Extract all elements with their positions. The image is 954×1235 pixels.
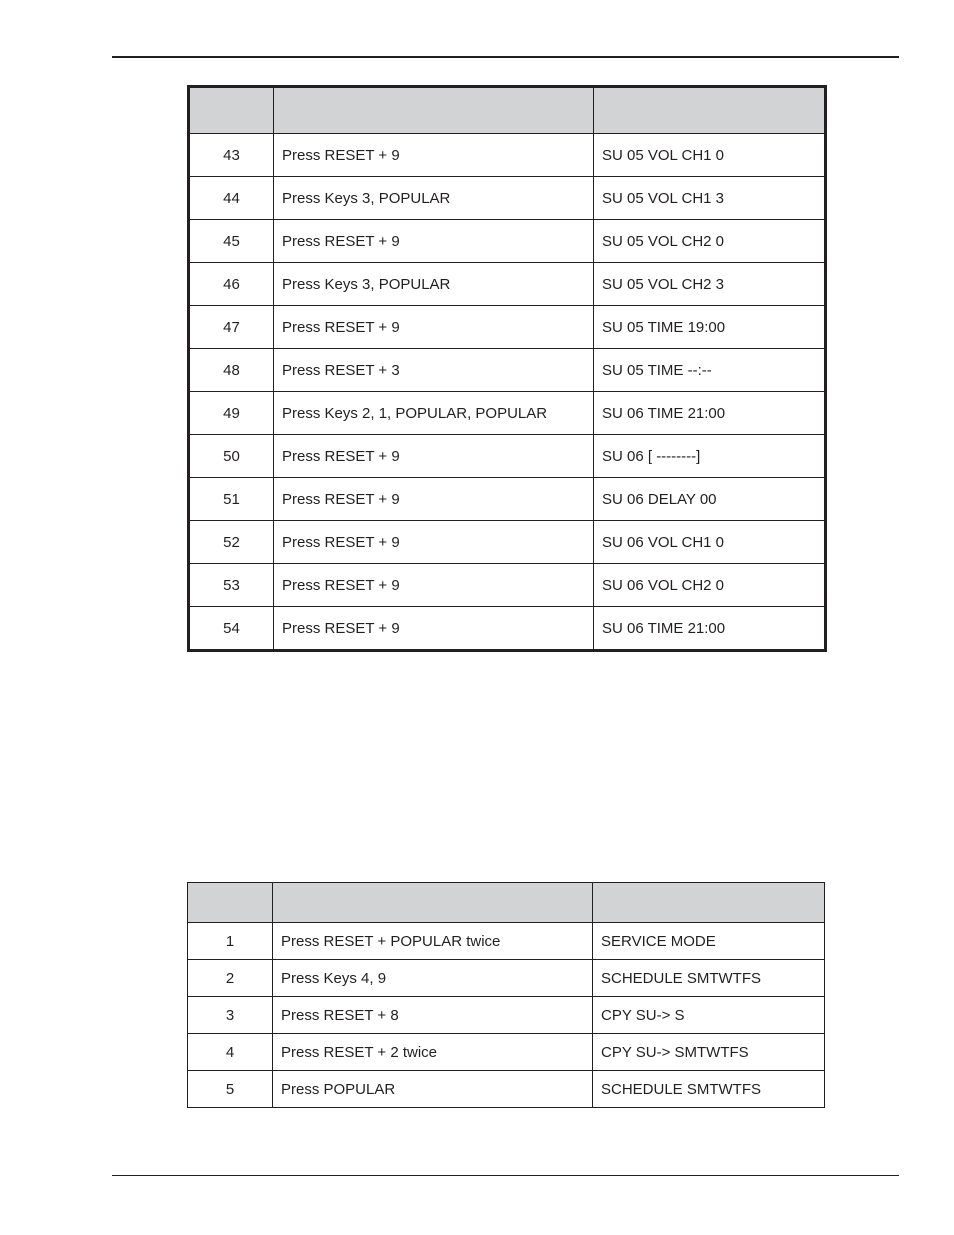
table-row	[189, 435, 826, 478]
step-number-cell: 44	[189, 177, 274, 220]
display-cell: SU 06 [ --------]	[594, 435, 826, 478]
step-number-cell: 45	[189, 220, 274, 263]
display-cell: SU 06 VOL CH2 0	[594, 564, 826, 607]
step-number-cell: 5	[188, 1071, 273, 1108]
action-cell: Press RESET + 9	[274, 306, 594, 349]
table-row	[189, 478, 826, 521]
header-step	[188, 883, 273, 923]
display-cell: CPY SU-> SMTWTFS	[593, 1034, 825, 1071]
action-cell: Press RESET + 8	[273, 997, 593, 1034]
header-action	[273, 883, 593, 923]
step-number-cell: 50	[189, 435, 274, 478]
display-cell: SU 05 VOL CH1 0	[594, 134, 826, 177]
table-row	[188, 997, 825, 1034]
action-cell: Press POPULAR	[273, 1071, 593, 1108]
action-cell: Press Keys 3, POPULAR	[274, 177, 594, 220]
step-number-cell: 1	[188, 923, 273, 960]
header-rule	[112, 56, 899, 58]
step-number-cell: 49	[189, 392, 274, 435]
display-cell: SERVICE MODE	[593, 923, 825, 960]
table-row	[189, 306, 826, 349]
display-cell: SU 05 TIME --:--	[594, 349, 826, 392]
header-action	[274, 87, 594, 134]
action-cell: Press Keys 2, 1, POPULAR, POPULAR	[274, 392, 594, 435]
header-step	[189, 87, 274, 134]
table-body	[188, 923, 825, 1108]
action-cell: Press RESET + 9	[274, 134, 594, 177]
action-cell: Press RESET + 9	[274, 220, 594, 263]
step-number-cell: 53	[189, 564, 274, 607]
table-row	[188, 1034, 825, 1071]
programming-steps-table-2	[187, 882, 825, 1108]
action-cell: Press RESET + 3	[274, 349, 594, 392]
display-cell: SU 06 TIME 21:00	[594, 392, 826, 435]
step-number-cell: 43	[189, 134, 274, 177]
table-row	[189, 607, 826, 651]
table-body	[189, 134, 826, 651]
header-display	[594, 87, 826, 134]
action-cell: Press RESET + 9	[274, 607, 594, 651]
display-cell: SU 05 TIME 19:00	[594, 306, 826, 349]
action-cell: Press RESET + POPULAR twice	[273, 923, 593, 960]
table-row	[188, 960, 825, 997]
display-cell: SU 06 DELAY 00	[594, 478, 826, 521]
step-number-cell: 51	[189, 478, 274, 521]
step-number-cell: 47	[189, 306, 274, 349]
table-row	[188, 1071, 825, 1108]
table-row	[189, 134, 826, 177]
step-number-cell: 52	[189, 521, 274, 564]
step-number-cell: 3	[188, 997, 273, 1034]
table-row	[189, 177, 826, 220]
table-row	[189, 521, 826, 564]
action-cell: Press RESET + 2 twice	[273, 1034, 593, 1071]
header-display	[593, 883, 825, 923]
action-cell: Press RESET + 9	[274, 478, 594, 521]
table-row	[189, 263, 826, 306]
display-cell: CPY SU-> S	[593, 997, 825, 1034]
display-cell: SU 05 VOL CH1 3	[594, 177, 826, 220]
display-cell: SU 06 VOL CH1 0	[594, 521, 826, 564]
step-number-cell: 48	[189, 349, 274, 392]
table-header-row	[189, 87, 826, 134]
table-row	[189, 220, 826, 263]
table-row	[189, 392, 826, 435]
table-row	[189, 564, 826, 607]
table-header-row	[188, 883, 825, 923]
step-number-cell: 46	[189, 263, 274, 306]
table-row	[189, 349, 826, 392]
action-cell: Press RESET + 9	[274, 435, 594, 478]
action-cell: Press Keys 4, 9	[273, 960, 593, 997]
display-cell: SCHEDULE SMTWTFS	[593, 1071, 825, 1108]
programming-steps-table-1	[187, 85, 827, 652]
step-number-cell: 4	[188, 1034, 273, 1071]
display-cell: SU 06 TIME 21:00	[594, 607, 826, 651]
action-cell: Press RESET + 9	[274, 521, 594, 564]
display-cell: SU 05 VOL CH2 0	[594, 220, 826, 263]
step-number-cell: 2	[188, 960, 273, 997]
display-cell: SCHEDULE SMTWTFS	[593, 960, 825, 997]
action-cell: Press Keys 3, POPULAR	[274, 263, 594, 306]
action-cell: Press RESET + 9	[274, 564, 594, 607]
table-row	[188, 923, 825, 960]
footer-rule	[112, 1175, 899, 1176]
step-number-cell: 54	[189, 607, 274, 651]
display-cell: SU 05 VOL CH2 3	[594, 263, 826, 306]
